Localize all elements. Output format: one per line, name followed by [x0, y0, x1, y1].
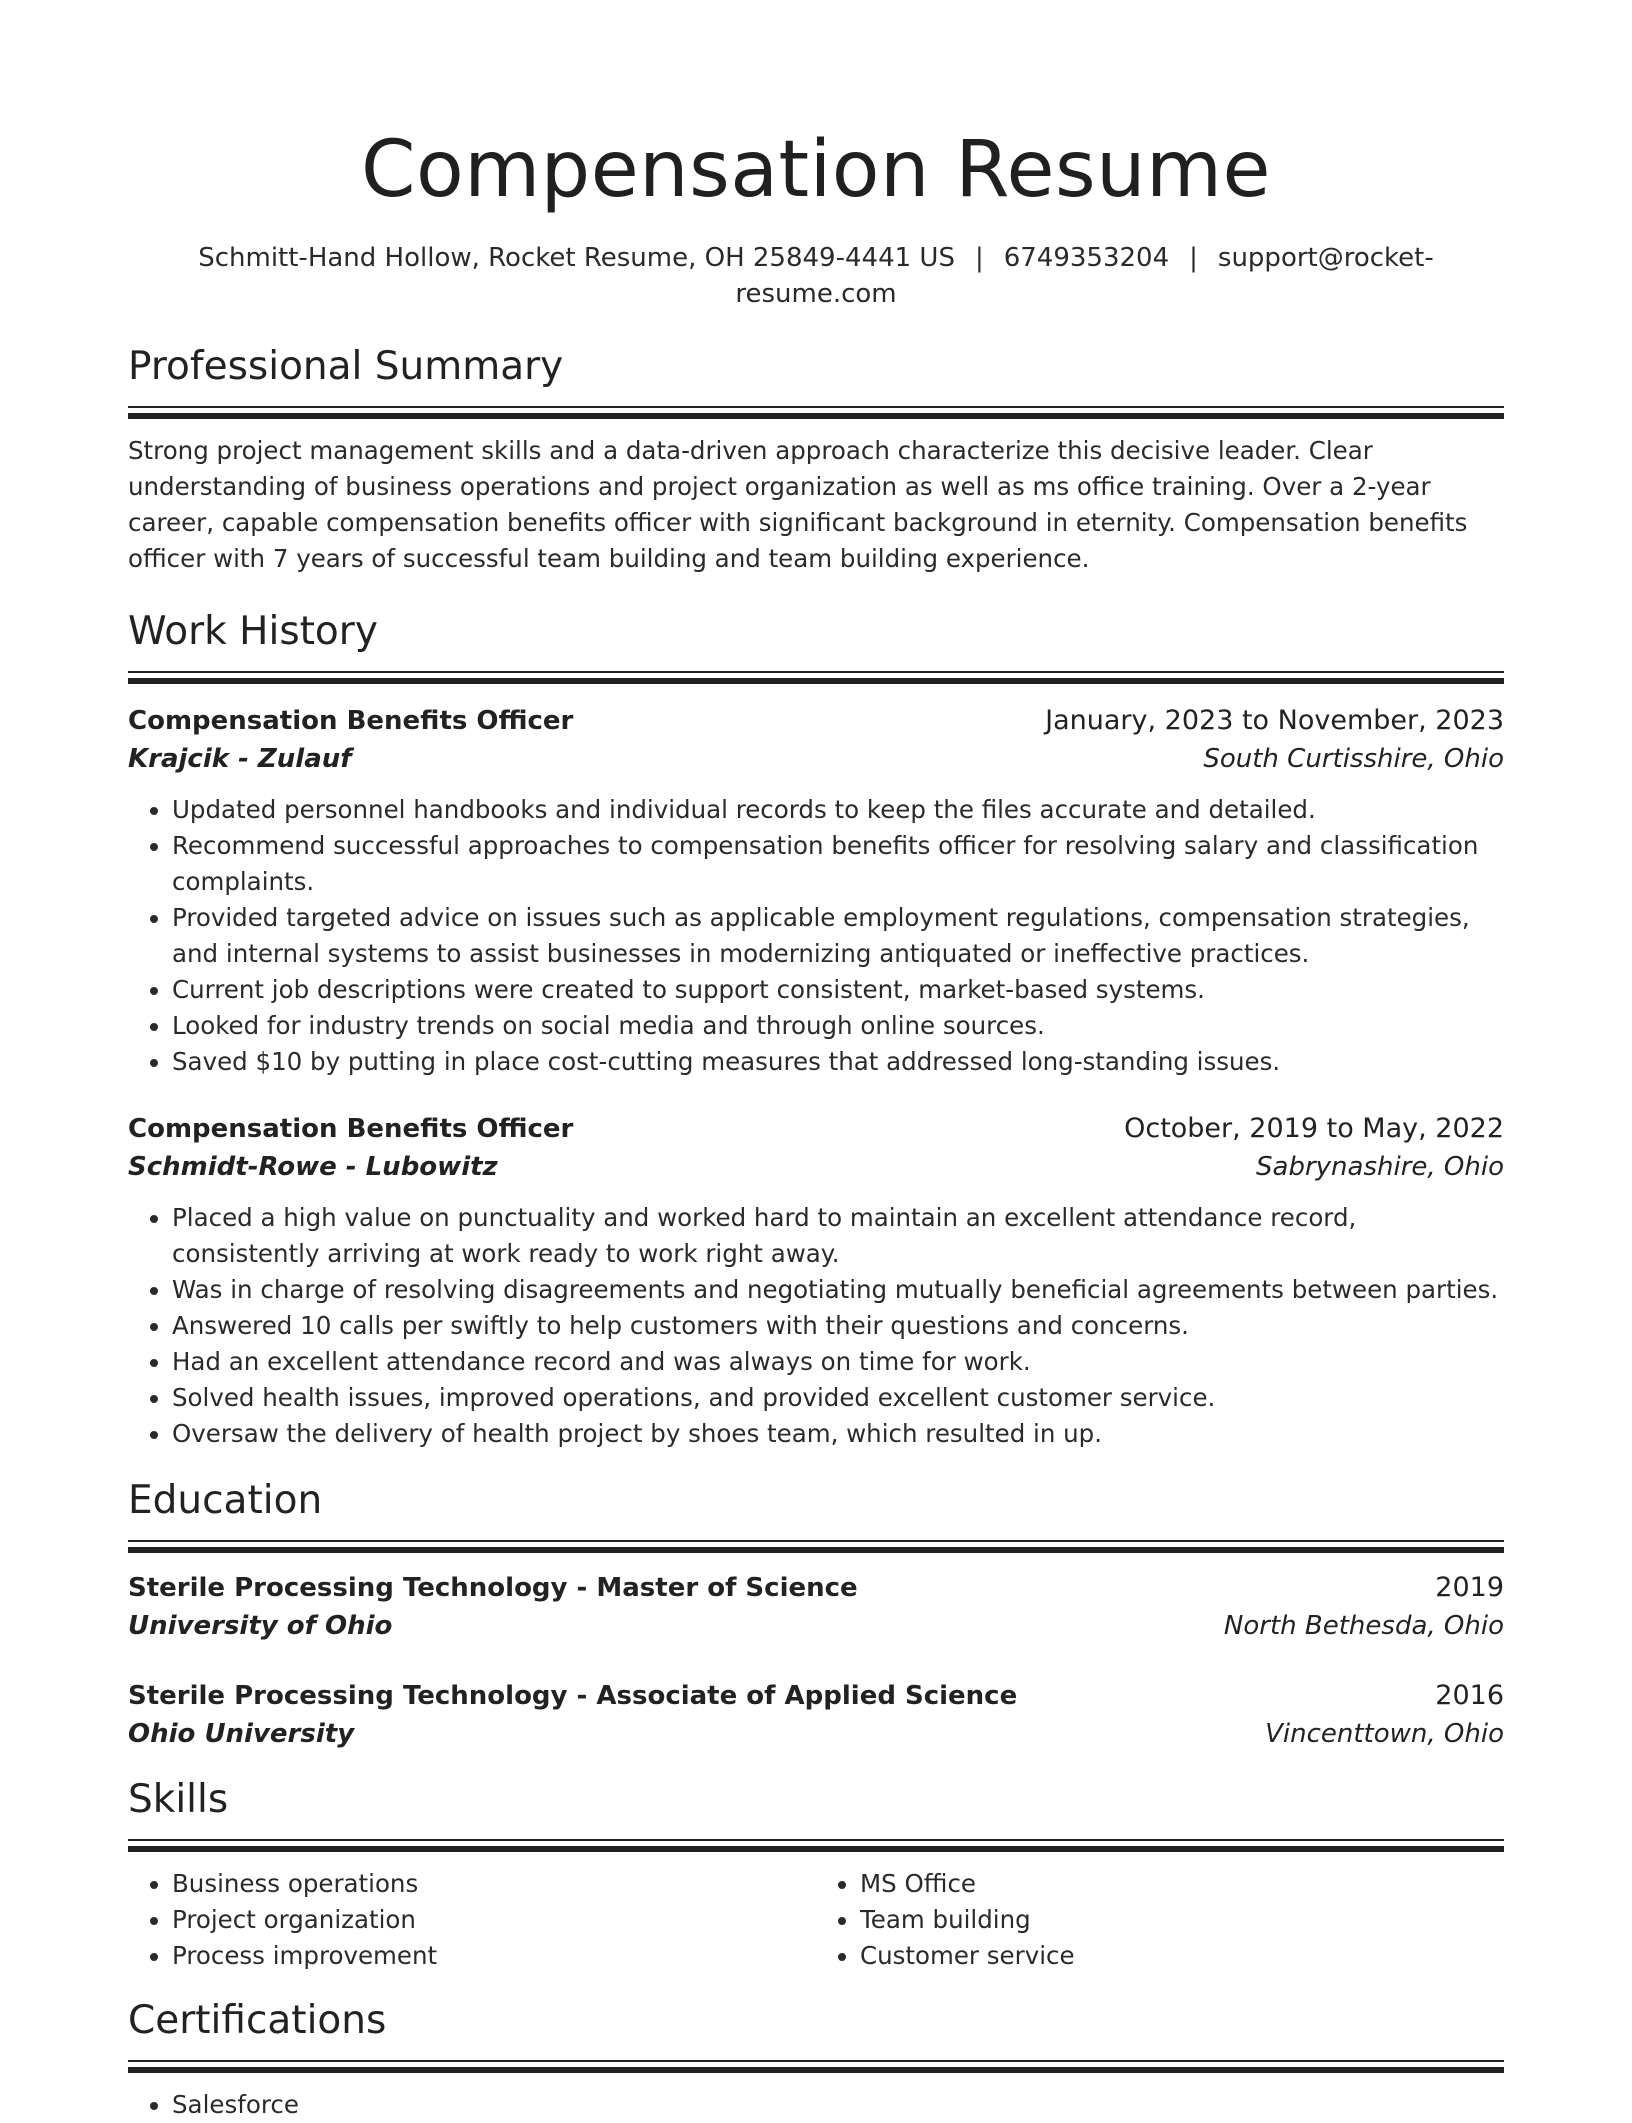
job-entry	[128, 702, 1504, 1080]
list-item: • Project organization	[172, 1902, 816, 1938]
contact-line	[128, 240, 1504, 312]
certifications-list	[128, 2087, 1504, 2123]
section-heading: Professional Summary	[128, 344, 564, 389]
education-entry	[128, 1677, 1504, 1753]
list-item: • Placed a high value on punctuality and worked hard to maintain an excellent attendance record, consistently arriving at work ready to work right away.	[172, 1200, 1504, 1272]
email: support@rocket-resume.com	[735, 243, 1434, 309]
section-divider	[128, 1540, 1504, 1553]
list-item: • Had an excellent attendance record and was always on time for work.	[172, 1344, 1504, 1380]
list-item: • Process improvement	[172, 1938, 816, 1974]
section-divider	[128, 2060, 1504, 2073]
list-item: • Looked for industry trends on social media and through online sources.	[172, 1008, 1504, 1044]
section-divider	[128, 406, 1504, 419]
section-heading: Work History	[128, 609, 378, 654]
list-item: • Was in charge of resolving disagreements and negotiating mutually beneficial agreements between parties.	[172, 1272, 1504, 1308]
summary-text: Strong project management skills and a data-driven approach characterize this decisive leader. Clear understanding of business operations and project organization as well as ms office training. Over a 2-year career, capable compensation benefits officer with significant background in eternity. Compensation benefits officer with 7 years of successful team building and team building experience.	[128, 436, 1468, 573]
work-history-section	[128, 607, 1504, 1452]
skills-list-left	[128, 1866, 816, 1974]
job-bullets	[128, 1200, 1504, 1452]
section-heading: Education	[128, 1478, 323, 1523]
skills-columns	[128, 1866, 1504, 1974]
degree: Sterile Processing Technology - Master of Science	[128, 1573, 858, 1603]
graduation-year: 2016	[1435, 1680, 1504, 1711]
list-item: • Recommend successful approaches to compensation benefits officer for resolving salary and classification complaints.	[172, 828, 1504, 900]
school-location: Vincenttown, Ohio	[1265, 1719, 1504, 1749]
list-item: • Customer service	[860, 1938, 1504, 1974]
list-item: • Oversaw the delivery of health project by shoes team, which resulted in up.	[172, 1416, 1504, 1452]
education-entry	[128, 1569, 1504, 1645]
company-name: Krajcik - Zulauf	[128, 744, 352, 774]
phone: 6749353204	[1003, 243, 1170, 273]
list-item: • Team building	[860, 1902, 1504, 1938]
school-name: Ohio University	[128, 1719, 355, 1749]
job-dates: October, 2019 to May, 2022	[1124, 1113, 1504, 1144]
summary-section	[128, 342, 1504, 577]
list-item: • Current job descriptions were created to support consistent, market-based systems.	[172, 972, 1504, 1008]
separator: |	[1189, 243, 1198, 273]
job-location: South Curtisshire, Ohio	[1203, 744, 1504, 774]
list-item: • Business operations	[172, 1866, 816, 1902]
list-item: • Answered 10 calls per swiftly to help customers with their questions and concerns.	[172, 1308, 1504, 1344]
school-name: University of Ohio	[128, 1611, 393, 1641]
company-name: Schmidt-Rowe - Lubowitz	[128, 1152, 498, 1182]
job-title: Compensation Benefits Officer	[128, 706, 574, 736]
separator: |	[974, 243, 984, 273]
list-item: • Provided targeted advice on issues such as applicable employment regulations, compensation strategies, and internal systems to assist businesses in modernizing antiquated or ineffective practices.	[172, 900, 1504, 972]
degree: Sterile Processing Technology - Associate of Applied Science	[128, 1681, 1018, 1711]
job-entry	[128, 1110, 1504, 1452]
address: Schmitt-Hand Hollow, Rocket Resume, OH 25849-4441 US	[198, 243, 955, 273]
job-dates: January, 2023 to November, 2023	[1045, 705, 1504, 736]
resume-title: Compensation Resume	[361, 125, 1271, 215]
list-item: • Updated personnel handbooks and individual records to keep the files accurate and detailed.	[172, 792, 1504, 828]
graduation-year: 2019	[1435, 1572, 1504, 1603]
skills-list-right	[816, 1866, 1504, 1974]
section-divider	[128, 1839, 1504, 1852]
job-location: Sabrynashire, Ohio	[1256, 1152, 1504, 1182]
list-item: • Solved health issues, improved operations, and provided excellent customer service.	[172, 1380, 1504, 1416]
list-item: • Saved $10 by putting in place cost-cutting measures that addressed long-standing issues.	[172, 1044, 1504, 1080]
skills-section	[128, 1775, 1504, 1974]
list-item: • MS Office	[860, 1866, 1504, 1902]
list-item: • Salesforce	[172, 2087, 1504, 2123]
education-section	[128, 1476, 1504, 1753]
school-location: North Bethesda, Ohio	[1223, 1611, 1504, 1641]
section-divider	[128, 671, 1504, 684]
section-heading: Skills	[128, 1777, 229, 1822]
job-bullets	[128, 792, 1504, 1080]
certifications-section	[128, 1996, 1504, 2123]
job-title: Compensation Benefits Officer	[128, 1114, 574, 1144]
section-heading: Certifications	[128, 1998, 387, 2043]
